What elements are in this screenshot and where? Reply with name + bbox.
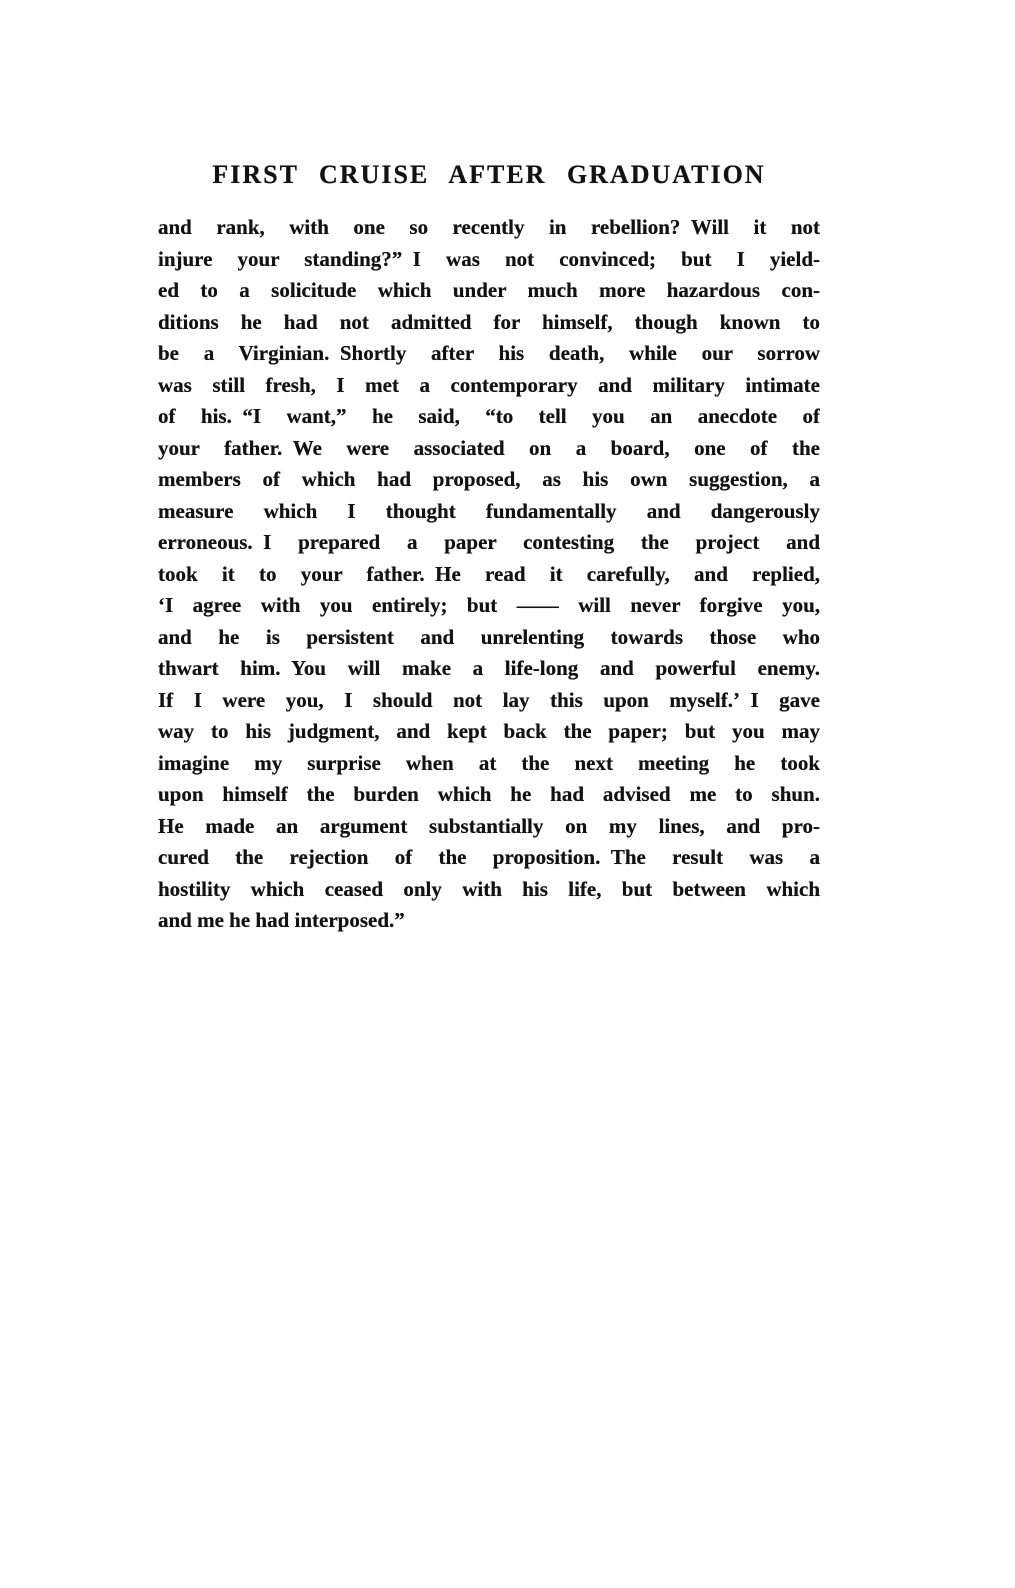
text-line: erroneous. I prepared a paper contesting the project and [158,530,820,554]
paragraph-block [158,212,820,937]
page-header: FIRST CRUISE AFTER GRADUATION [212,160,766,189]
text-line: your father. We were associated on a board, one of the [158,435,820,460]
text-line: and rank, with one so recently in rebellion? Will it not [158,215,820,239]
text-line: and me he had interposed.” [158,908,405,932]
text-line: measure which I thought fundamentally and dangerously [158,498,820,523]
text-line: of his. “I want,” he said, “to tell you an anecdote of [158,404,820,428]
text-line: cured the rejection of the proposition. The result was a [158,845,820,869]
text-line: injure your standing?” I was not convinced; but I yield- [158,246,820,271]
text-line: ed to a solicitude which under much more hazardous con- [158,278,820,302]
text-line: ‘I agree with you entirely; but —— will never forgive you, [158,593,820,617]
text-line: be a Virginian. Shortly after his death, while our sorrow [158,341,820,365]
text-line: thwart him. You will make a life-long and powerful enemy. [158,656,820,680]
text-line: took it to your father. He read it carefully, and replied, [158,561,820,586]
text-line: He made an argument substantially on my lines, and pro- [158,813,820,838]
text-line: If I were you, I should not lay this upon myself.’ I gave [158,687,820,712]
text-line: upon himself the burden which he had advised me to shun. [158,782,820,806]
text-line: way to his judgment, and kept back the paper; but you may [158,719,820,743]
text-line: imagine my surprise when at the next meeting he took [158,750,820,775]
text-line: hostility which ceased only with his life, but between which [158,876,820,901]
text-line: was still fresh, I met a contemporary and military intimate [158,372,820,397]
text-line: ditions he had not admitted for himself, though known to [158,309,820,334]
text-line: members of which had proposed, as his own suggestion, a [158,467,820,491]
text-line: and he is persistent and unrelenting towards those who [158,624,820,649]
